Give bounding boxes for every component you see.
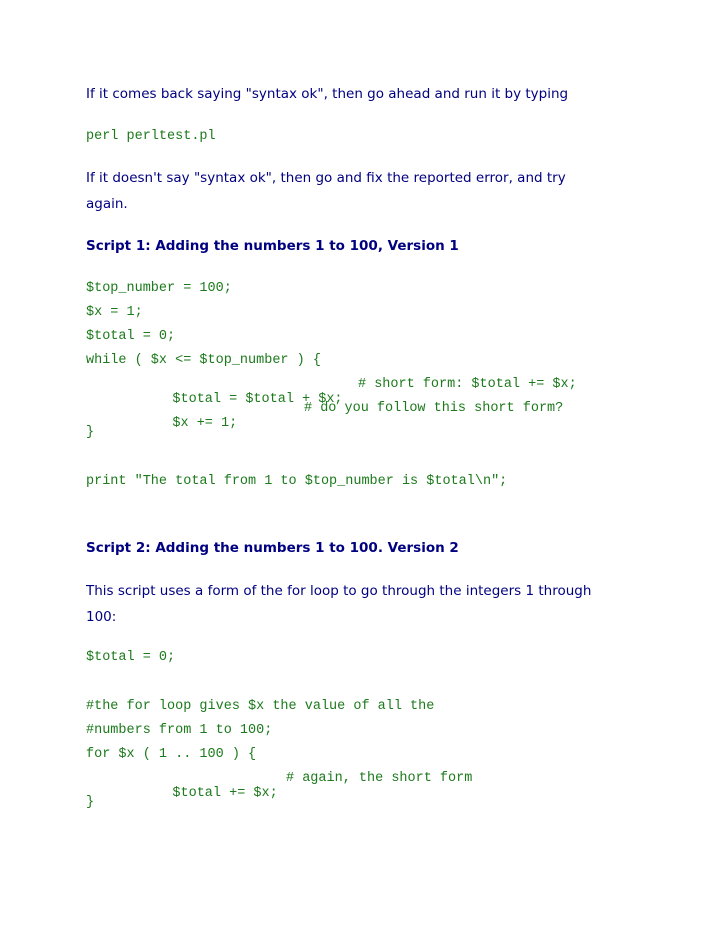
script1-heading: Script 1: Adding the numbers 1 to 100, Version 1 [86,238,459,254]
script1-code-line-2: $x = 1; [86,305,143,320]
script1-line6-comment: # do you follow this short form? [304,401,564,416]
script1-line5-statement: $total = $total + $x; [172,392,343,407]
script1-line6-statement: $x += 1; [172,416,238,431]
script1-code-line-4: while ( $x <= $top_number ) { [86,353,321,368]
syntax-ok-instruction: If it comes back saying "syntax ok", then go ahead and run it by typing [86,86,569,102]
script1-line5-comment: # short form: $total += $x; [358,377,577,392]
script2-line5-statement: $total += $x; [172,786,278,801]
script1-code-line-7: } [86,425,95,440]
script2-comment-line-2: #numbers from 1 to 100; [86,723,273,738]
script1-code-line-5 [140,377,660,407]
script2-heading: Script 2: Adding the numbers 1 to 100. Version 2 [86,540,459,556]
script1-print-line: print "The total from 1 to $top_number is $total\n"; [86,474,508,489]
script1-code-line-3: $total = 0; [86,329,176,344]
script2-description-line-2: 100: [86,609,117,625]
script2-description-line-1: This script uses a form of the for loop to go through the integers 1 through [86,583,592,599]
script1-code-line-6 [140,401,660,431]
script1-code-line-1: $top_number = 100; [86,281,232,296]
script2-comment-line-1: #the for loop gives $x the value of all the [86,699,435,714]
script2-code-line-4: for $x ( 1 .. 100 ) { [86,747,257,762]
script2-code-line-1: $total = 0; [86,650,176,665]
script2-line5-comment: # again, the short form [286,771,473,786]
script2-code-line-5 [140,771,660,801]
not-ok-instruction-line-1: If it doesn't say "syntax ok", then go and fix the reported error, and try [86,170,566,186]
run-command-code: perl perltest.pl [86,129,216,144]
not-ok-instruction-line-2: again. [86,196,128,212]
script2-code-line-6: } [86,795,95,810]
